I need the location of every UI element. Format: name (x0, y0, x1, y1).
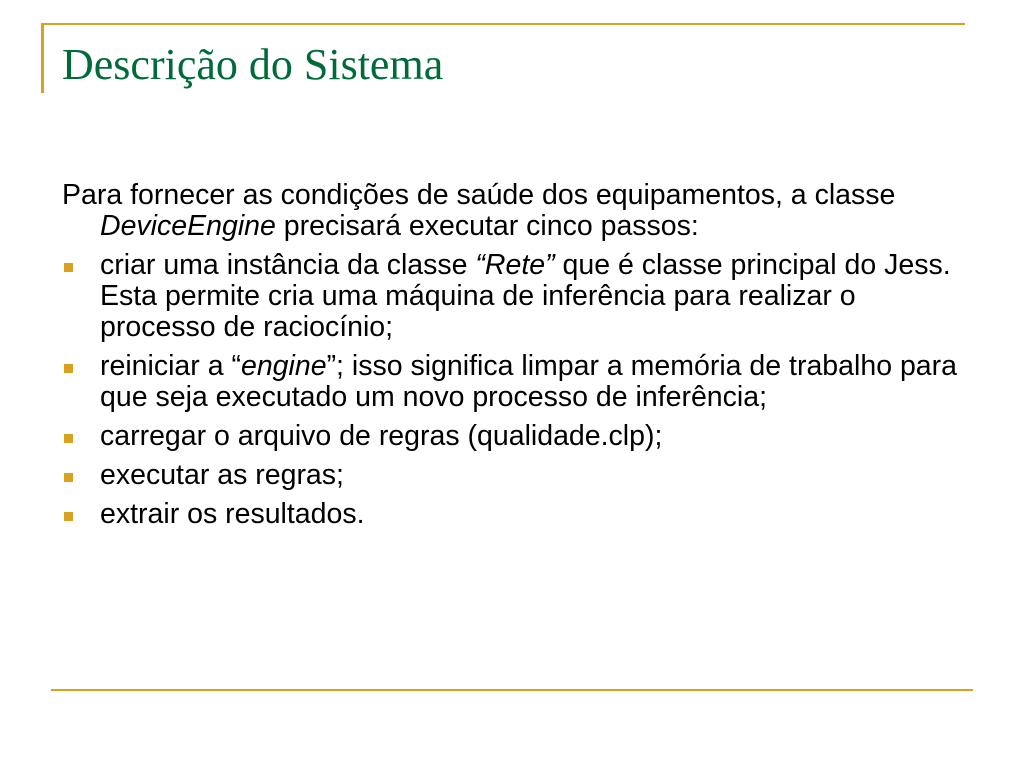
square-bullet-icon (64, 473, 73, 482)
step-1-text-after: que é classe principal do Jess. Esta permite cria uma máquina de inferência para realizar o processo de raciocínio; (100, 249, 951, 343)
slide-title: Descrição do Sistema (62, 40, 444, 89)
engine-text: engine (240, 350, 327, 382)
step-4-text: executar as regras; (100, 459, 344, 491)
steps-list (62, 250, 962, 530)
intro-text-after: precisará executar cinco passos: (275, 210, 699, 242)
intro-paragraph (62, 180, 962, 242)
step-item-4 (62, 460, 962, 491)
rete-text: “Rete” (475, 249, 555, 281)
step-item-3 (62, 421, 962, 452)
left-accent-line (41, 23, 44, 93)
step-5-text: extrair os resultados. (100, 498, 365, 530)
step-item-2 (62, 351, 962, 413)
step-item-1 (62, 250, 962, 343)
intro-text-before: Para fornecer as condições de saúde dos equipamentos, a classe (62, 179, 896, 211)
square-bullet-icon (64, 364, 73, 373)
device-engine-text: DeviceEngine (100, 210, 276, 242)
slide-content (62, 180, 962, 538)
square-bullet-icon (64, 263, 73, 272)
step-2-text-before: reiniciar a “ (100, 350, 241, 382)
square-bullet-icon (64, 434, 73, 443)
step-3-text: carregar o arquivo de regras (qualidade.clp); (100, 420, 663, 452)
step-2-text-after: ”; isso significa limpar a memória de trabalho para que seja executado um novo processo de inferência; (100, 350, 957, 413)
step-1-text-before: criar uma instância da classe (100, 249, 476, 281)
bottom-accent-line (51, 689, 973, 691)
step-item-5 (62, 499, 962, 530)
top-accent-line (41, 23, 965, 25)
square-bullet-icon (64, 512, 73, 521)
